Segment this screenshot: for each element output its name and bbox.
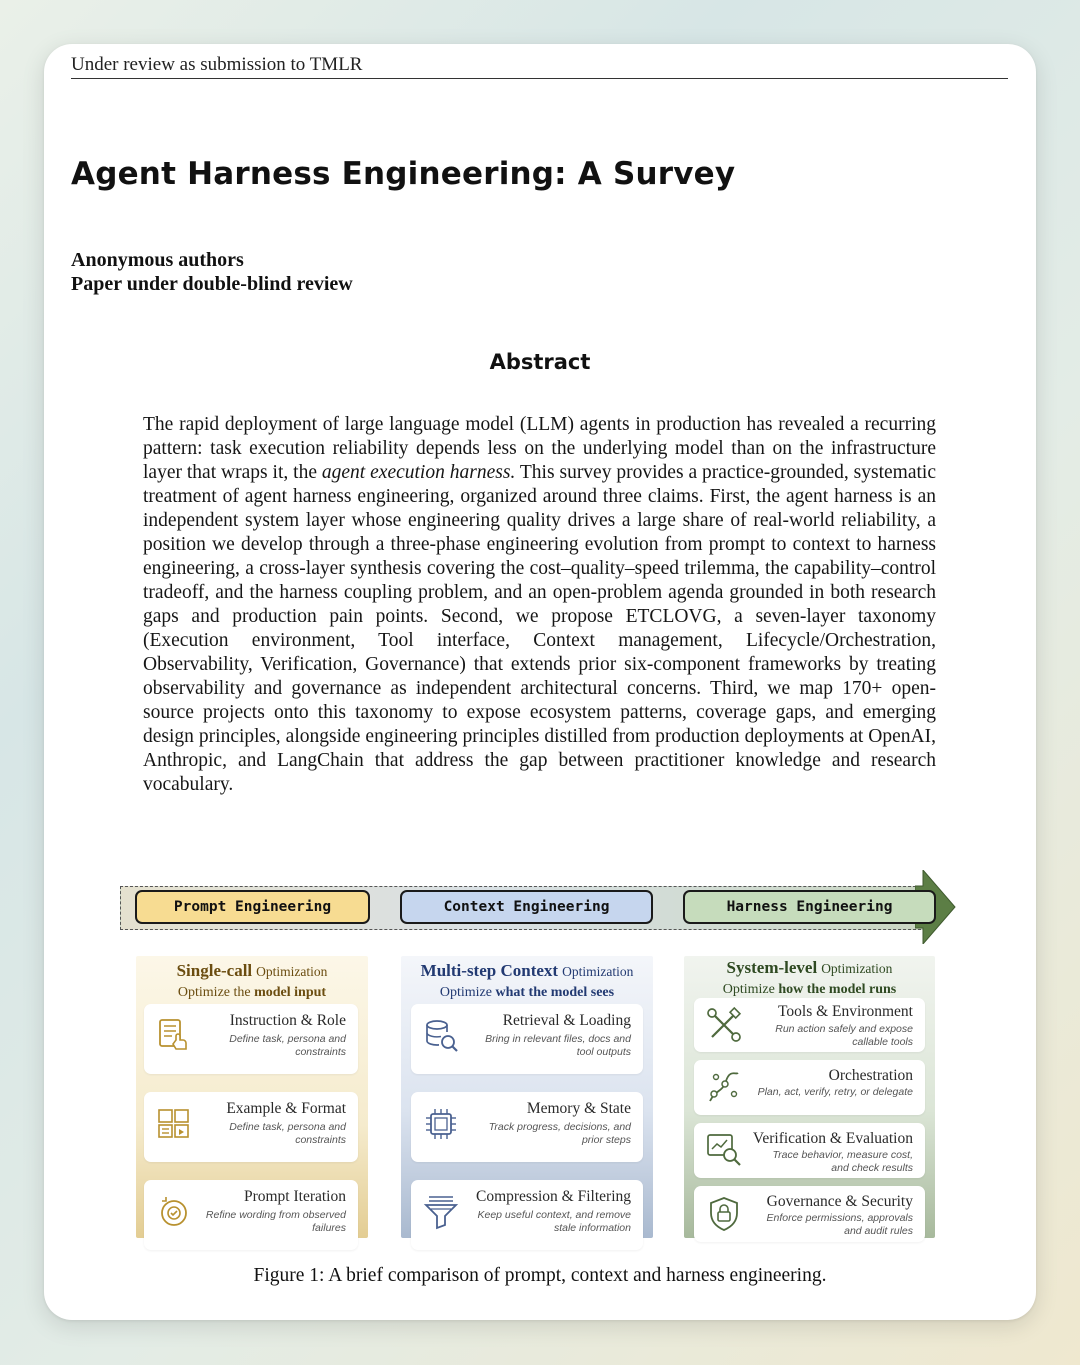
harness-head-small: Optimization [821, 961, 893, 976]
card-tools-environment [694, 998, 925, 1052]
paper-page [44, 44, 1036, 1320]
card-title: Orchestration [828, 1067, 913, 1084]
abstract-text-before: The rapid deployment of large language model (LLM) agents in production has revealed a recurring pattern: task execution reliability depends less on the underlying model than on the infrastructure layer that wraps it, the [143, 414, 936, 483]
card-example-format [144, 1092, 358, 1162]
card-desc: Define task, persona and constraints [229, 1121, 346, 1146]
prompt-column-header [136, 960, 368, 1003]
abstract-heading: Abstract [489, 350, 591, 374]
database-search-icon [421, 1016, 461, 1056]
abstract-emphasis: agent execution harness. [321, 462, 516, 483]
prompt-head-big: Single-call [176, 961, 253, 980]
card-desc: Bring in relevant files, docs and tool outputs [485, 1033, 631, 1058]
context-line2-bold: what the model sees [495, 985, 615, 1000]
prompt-line2-pre: Optimize the [177, 985, 255, 1000]
harness-line2-bold: how the model runs [778, 982, 897, 997]
abstract-body [143, 413, 936, 797]
card-verification-evaluation [694, 1123, 925, 1178]
card-compression-filtering [411, 1180, 643, 1250]
card-desc: Keep useful context, and remove stale information [477, 1209, 631, 1234]
verify-magnifier-icon [704, 1130, 744, 1170]
authors-line: Anonymous authors [71, 249, 244, 271]
card-title: Governance & Security [766, 1193, 913, 1210]
paper-title: Agent Harness Engineering: A Survey [71, 156, 736, 192]
card-title: Retrieval & Loading [502, 1012, 631, 1029]
card-desc: Define task, persona and constraints [229, 1033, 346, 1058]
card-title: Example & Format [226, 1100, 346, 1117]
prompt-head-small: Optimization [256, 964, 328, 979]
card-retrieval-loading [411, 1004, 643, 1074]
figure-1 [120, 870, 960, 1240]
card-instruction-role [144, 1004, 358, 1074]
card-orchestration [694, 1060, 925, 1115]
card-prompt-iteration [144, 1180, 358, 1250]
harness-line2-pre: Optimize [722, 982, 779, 997]
card-desc: Track progress, decisions, and prior steps [488, 1121, 631, 1146]
card-desc: Refine wording from observed failures [205, 1209, 346, 1234]
context-line2-pre: Optimize [439, 985, 496, 1000]
harness-head-big: System-level [726, 958, 818, 977]
abstract-text-after: This survey provides a practice-grounded, systematic treatment of agent harness engineering, organized around three claims. First, the agent harness is an independent system layer whose engineering quality drives a large share of real-world reliability, a position we develop through a three-phase engineering evolution from prompt to context to harness engineering, a cross-layer synthesis covering the cost–quality–speed trilemma, the capability–control tradeoff, and the harness coupling problem, and an open-problem agenda grounded in both research gaps and production pain points. Second, we propose ETCLOVG, a seven-layer taxonomy (Execution environment, Tool interface, Context management, Lifecycle/Orchestration, Observability, Verification, Governance) that extends prior six-component frameworks by treating observability and governance as independent architectural concerns. Third, we map 170+ open-source projects onto this taxonomy to expose ecosystem patterns, coverage gaps, and emerging design principles, alongside engineering principles distilled from production deployments at OpenAI, Anthropic, and LangChain that address the gap between practitioner knowledge and research vocabulary. [143, 462, 936, 795]
header-rule [71, 78, 1008, 79]
card-desc: Enforce permissions, approvals and audit rules [766, 1212, 913, 1237]
card-title: Tools & Environment [778, 1003, 913, 1020]
card-title: Instruction & Role [229, 1012, 346, 1029]
shield-lock-icon [704, 1194, 744, 1234]
card-title: Compression & Filtering [476, 1188, 631, 1205]
filter-funnel-icon [421, 1192, 461, 1232]
card-desc: Plan, act, verify, retry, or delegate [757, 1086, 913, 1098]
orchestration-nodes-icon [704, 1067, 744, 1107]
pill-context-engineering: Context Engineering [400, 890, 653, 924]
card-title: Memory & State [526, 1100, 631, 1117]
harness-column-header [684, 957, 935, 1000]
card-desc: Trace behavior, measure cost, and check results [772, 1149, 913, 1174]
card-governance-security [694, 1186, 925, 1242]
context-head-big: Multi-step Context [420, 961, 559, 980]
context-column-header [401, 960, 653, 1003]
pill-harness-engineering: Harness Engineering [683, 890, 936, 924]
author-block [71, 248, 353, 296]
card-memory-state [411, 1092, 643, 1162]
card-title: Prompt Iteration [243, 1188, 346, 1205]
card-desc: Run action safely and expose callable tools [775, 1023, 913, 1048]
memory-chip-icon [421, 1104, 461, 1144]
tools-wrench-icon [704, 1005, 744, 1045]
review-status-line: Paper under double-blind review [71, 273, 353, 295]
figure-caption: Figure 1: A brief comparison of prompt, context and harness engineering. [253, 1265, 827, 1286]
running-head: Under review as submission to TMLR [71, 54, 363, 75]
prompt-line2-bold: model input [254, 985, 327, 1000]
card-title: Verification & Evaluation [752, 1130, 913, 1147]
pill-prompt-engineering: Prompt Engineering [135, 890, 370, 924]
context-head-small: Optimization [562, 964, 634, 979]
